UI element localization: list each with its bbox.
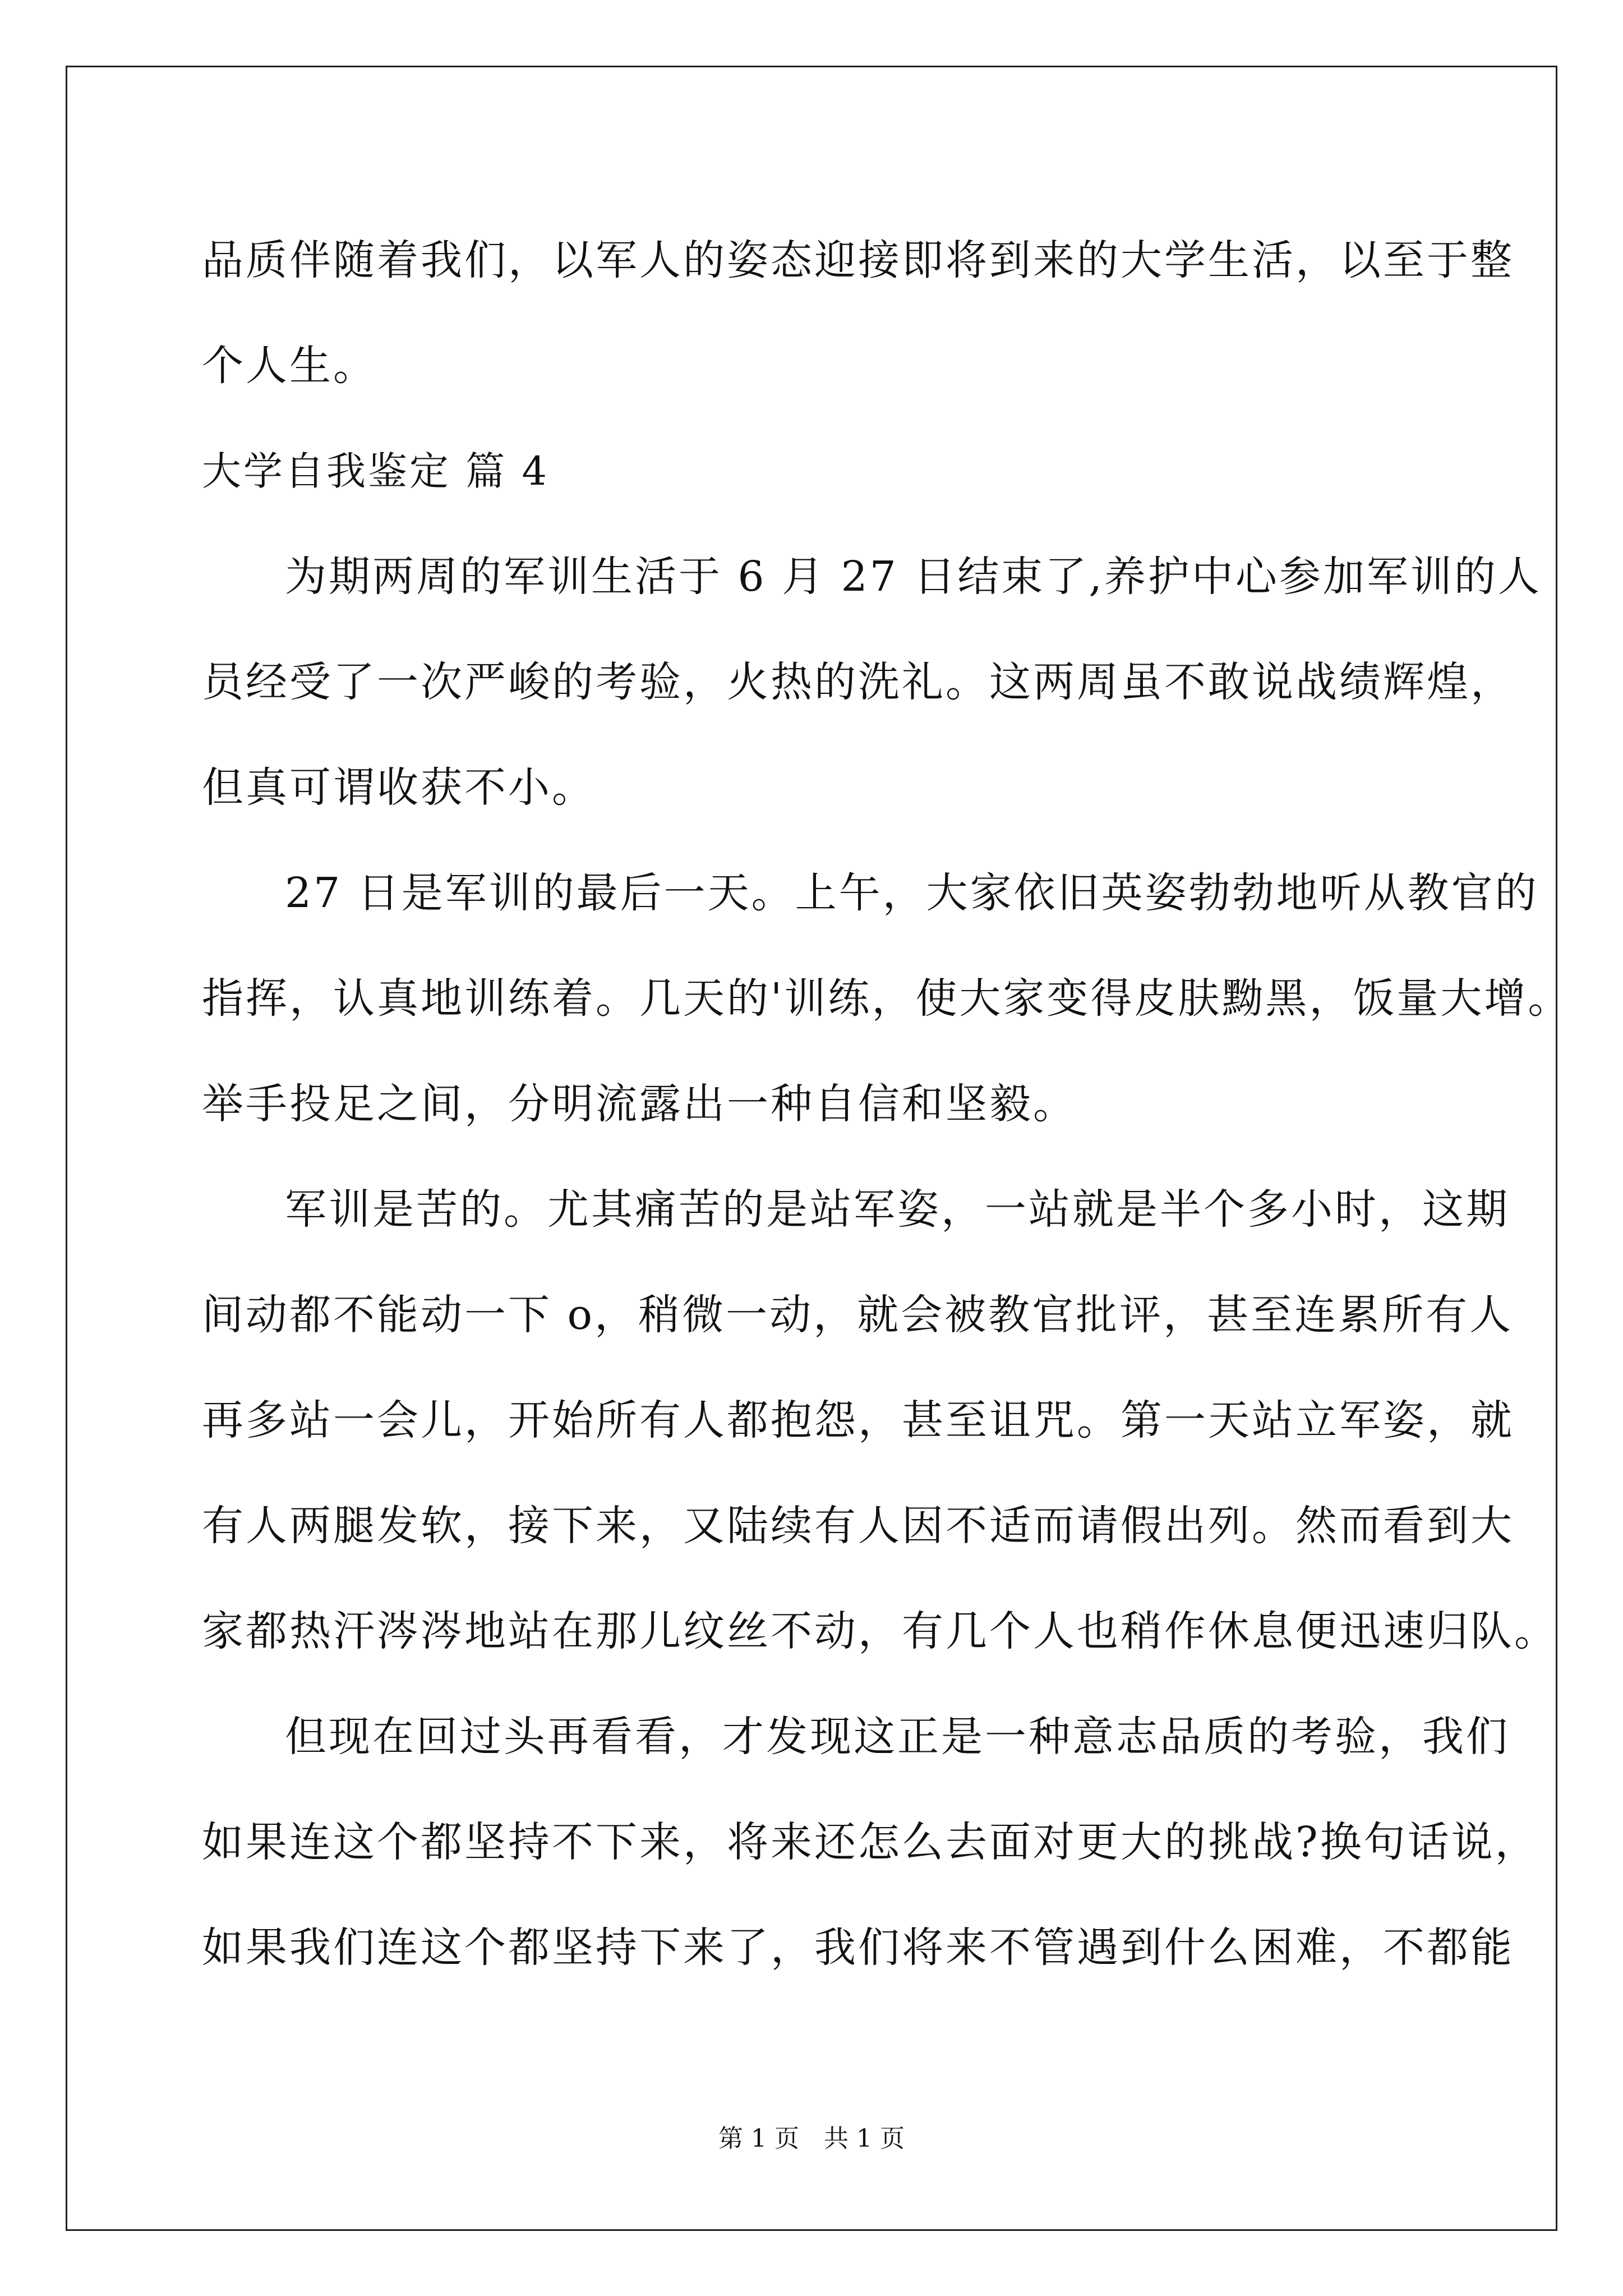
text-line: 指挥，认真地训练着。几天的'训练，使大家变得皮肤黝黑，饭量大增。	[202, 974, 1572, 1023]
paragraph-first-line: 但现在回过头再看看，才发现这正是一种意志品质的考验，我们	[285, 1713, 1510, 1761]
paragraph-first-line: 为期两周的军训生活于 6 月 27 日结束了,养护中心参加军训的人	[285, 553, 1542, 601]
text-line: 间动都不能动一下 o，稍微一动，就会被教官批评，甚至连累所有人	[202, 1291, 1514, 1339]
text-line: 但真可谓收获不小。	[202, 763, 596, 812]
page-number-footer: 第 1 页 共 1 页	[718, 2124, 905, 2153]
text-line: 家都热汗涔涔地站在那儿纹丝不动，有几个人也稍作休息便迅速归队。	[202, 1607, 1558, 1655]
text-line: 员经受了一次严峻的考验，火热的洗礼。这两周虽不敢说战绩辉煌，	[202, 658, 1514, 706]
paragraph-first-line: 军训是苦的。尤其痛苦的是站军姿，一站就是半个多小时，这期	[285, 1185, 1510, 1234]
text-line: 举手投足之间，分明流露出一种自信和坚毅。	[202, 1080, 1077, 1128]
section-heading: 大学自我鉴定 篇 4	[202, 448, 550, 494]
text-line: 如果连这个都坚持不下来，将来还怎么去面对更大的挑战?换句话说，	[202, 1818, 1539, 1866]
text-line: 再多站一会儿，开始所有人都抱怨，甚至诅咒。第一天站立军姿，就	[202, 1396, 1514, 1444]
paragraph-first-line: 27 日是军训的最后一天。上午，大家依旧英姿勃勃地听从教官的	[285, 869, 1539, 917]
text-line: 有人两腿发软，接下来，又陆续有人因不适而请假出列。然而看到大	[202, 1502, 1514, 1550]
document-body	[202, 208, 1572, 2000]
text-line: 品质伴随着我们，以军人的姿态迎接即将到来的大学生活，以至于整	[202, 236, 1514, 284]
text-line: 如果我们连这个都坚持下来了，我们将来不管遇到什么困难，不都能	[202, 1924, 1514, 1972]
text-line: 个人生。	[202, 342, 377, 390]
